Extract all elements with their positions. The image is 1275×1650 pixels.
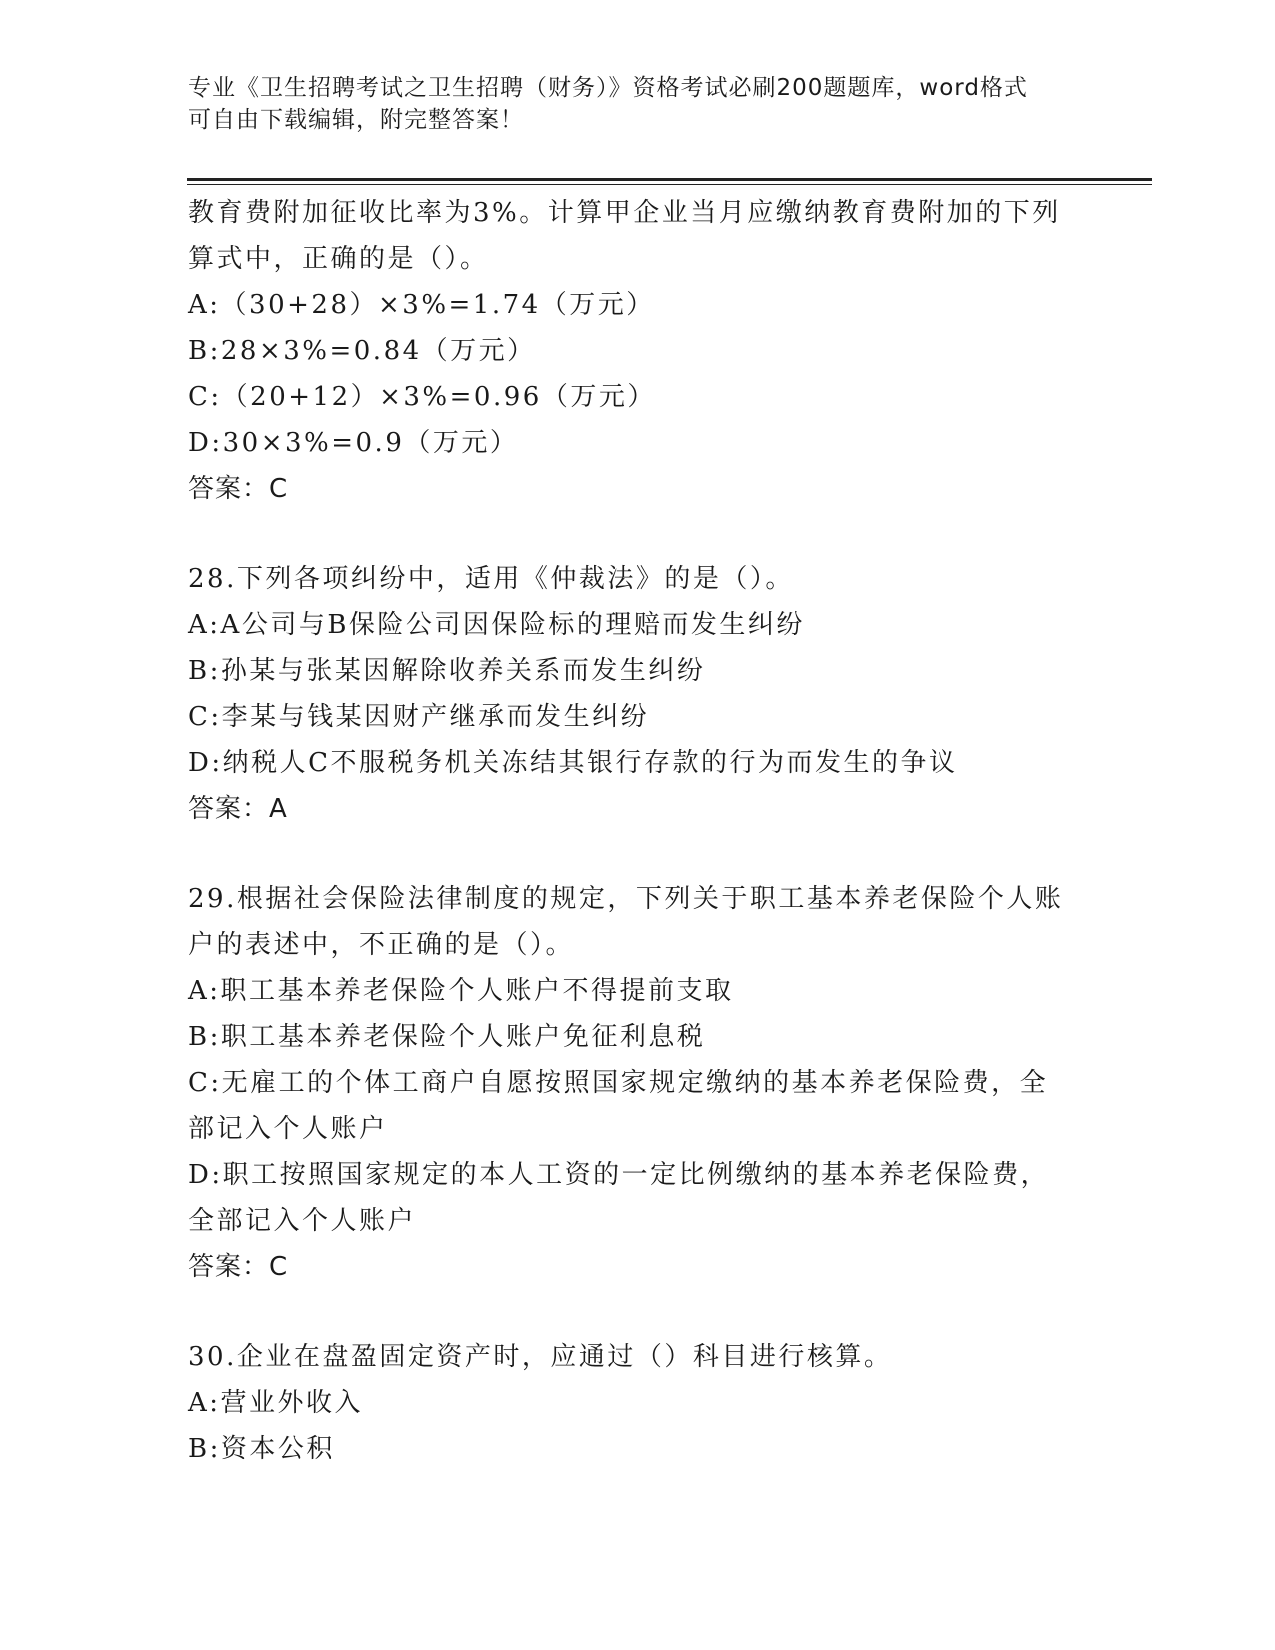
option-a: A:（30+28）×3%=1.74（万元） <box>188 290 655 320</box>
question-list <box>188 190 1088 1472</box>
option-a: A:A公司与B保险公司因保险标的理赔而发生纠纷 <box>188 610 805 640</box>
question-stem: 户的表述中，不正确的是（）。 <box>188 930 575 960</box>
option-d: D:职工按照国家规定的本人工资的一定比例缴纳的基本养老保险费， <box>188 1160 1050 1190</box>
header-line-2: 可自由下载编辑，附完整答案！ <box>188 107 524 133</box>
option-a: A:营业外收入 <box>188 1388 364 1418</box>
option-d-continued: 全部记入个人账户 <box>188 1206 417 1236</box>
option-c-continued: 部记入个人账户 <box>188 1114 388 1144</box>
header-divider-thin <box>187 184 1152 185</box>
answer: 答案：A <box>188 794 288 824</box>
question-stem: 29.根据社会保险法律制度的规定，下列关于职工基本养老保险个人账 <box>188 884 1064 914</box>
question-30 <box>188 1334 1088 1472</box>
question-29 <box>188 876 1088 1290</box>
option-b: B:孙某与张某因解除收养关系而发生纠纷 <box>188 656 706 686</box>
answer: 答案：C <box>188 474 289 504</box>
option-b: B:资本公积 <box>188 1434 335 1464</box>
spacer <box>188 512 1088 556</box>
spacer <box>188 832 1088 876</box>
question-stem: 教育费附加征收比率为3%。计算甲企业当月应缴纳教育费附加的下列 <box>188 198 1061 228</box>
document-header <box>188 72 1088 136</box>
question-28 <box>188 556 1088 832</box>
spacer <box>188 1290 1088 1334</box>
header-line-1: 专业《卫生招聘考试之卫生招聘（财务）》资格考试必刷200题题库，word格式 <box>188 75 1028 101</box>
question-27 <box>188 190 1088 512</box>
answer: 答案：C <box>188 1252 289 1282</box>
option-c: C:李某与钱某因财产继承而发生纠纷 <box>188 702 650 732</box>
option-c: C:（20+12）×3%=0.96（万元） <box>188 382 656 412</box>
question-stem: 30.企业在盘盈固定资产时，应通过（）科目进行核算。 <box>188 1342 893 1372</box>
header-divider-thick <box>187 178 1152 181</box>
question-stem: 算式中，正确的是（）。 <box>188 244 489 274</box>
option-d: D:30×3%=0.9（万元） <box>188 428 519 458</box>
option-d: D:纳税人C不服税务机关冻结其银行存款的行为而发生的争议 <box>188 748 958 778</box>
option-a: A:职工基本养老保险个人账户不得提前支取 <box>188 976 734 1006</box>
question-stem: 28.下列各项纠纷中，适用《仲裁法》的是（）。 <box>188 564 794 594</box>
option-c: C:无雇工的个体工商户自愿按照国家规定缴纳的基本养老保险费，全 <box>188 1068 1049 1098</box>
option-b: B:28×3%=0.84（万元） <box>188 336 536 366</box>
option-b: B:职工基本养老保险个人账户免征利息税 <box>188 1022 706 1052</box>
